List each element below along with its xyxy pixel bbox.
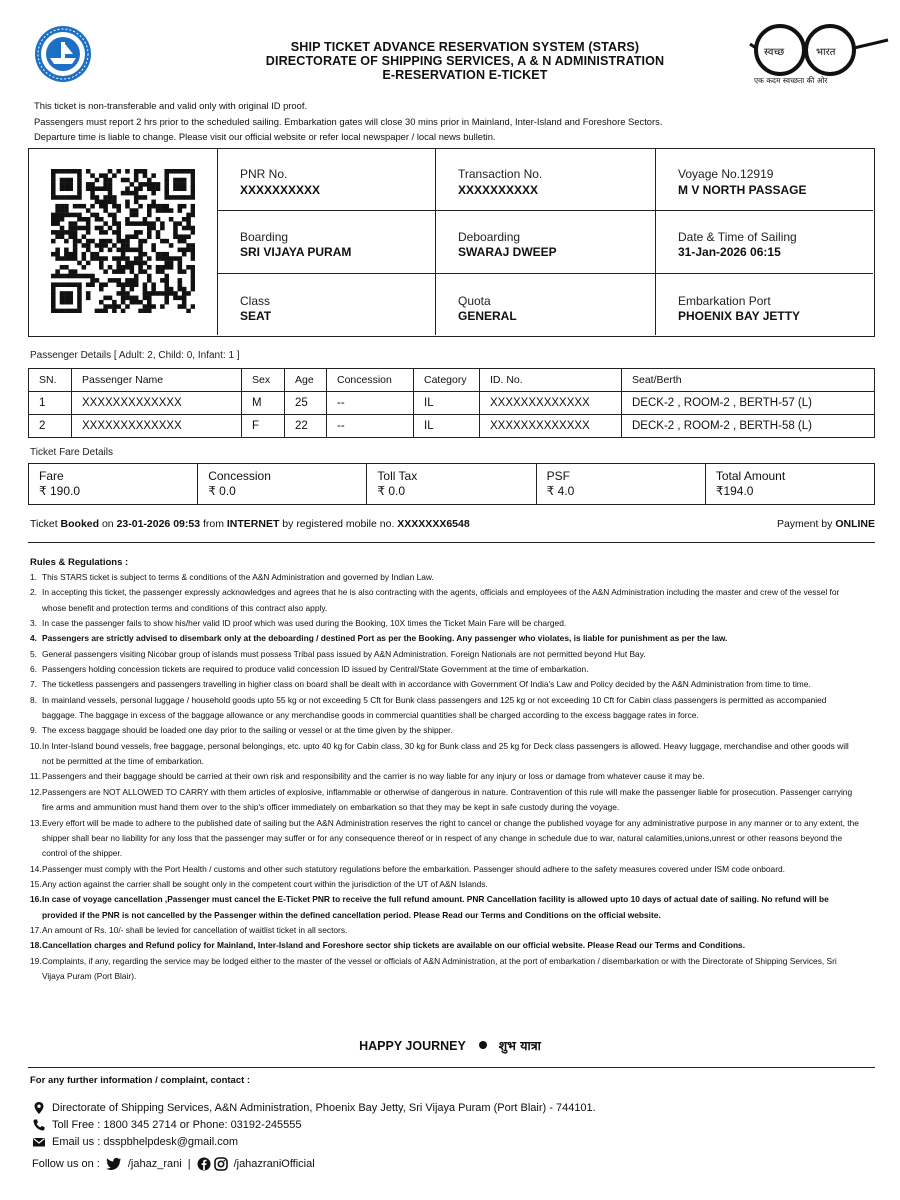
table-cell: XXXXXXXXXXXXX [480,415,622,438]
rule-number: 1. [30,572,37,582]
pnr-cell [218,149,436,211]
rule-text: In mainland vessels, personal luggage / household goods upto 55 kg or not exceeding 5 Cft for Bunk class passengers and 125 kg or not exceeding 10 Cft for Cabin class passengers is permitted as accompanied baggage. The baggage in excess of the baggage allowance or any merchandise goods in commercial quantities shall be charged according to the excess baggage rates in force. [42,694,827,721]
voyage-label: Voyage No.12919 [678,167,774,181]
rule-item [30,954,860,985]
transaction-value: XXXXXXXXXX [458,183,539,197]
rule-text: Passengers holding concession tickets are required to produce valid concession ID issued by Central/State Government at the time of embarkation. [42,664,589,675]
qr-code-cell [29,149,218,335]
rule-text: In case of voyage cancellation ,Passenger must cancel the E-Ticket PNR to receive the full refund amount. PNR Cancellation facility is allowed upto 10 days of actual date of sailing. No refund will be provided if the PNR is not cancelled by the Passenger within the defined cancellation period. Please Read our Terms and Conditions on the official website. [42,894,829,920]
rule-text: This STARS ticket is subject to terms & conditions of the A&N Administration and governed by Indian Law. [42,572,434,582]
email-text: Email us : dsspbhelpdesk@gmail.com [52,1136,239,1148]
boarding-label: Boarding [240,230,289,244]
phone-text: Toll Free : 1800 345 2714 or Phone: 03192-245555 [52,1119,302,1131]
class-cell [218,274,436,335]
col-header: ID. No. [480,369,622,392]
col-header: Concession [327,369,414,392]
table-cell: DECK-2 , ROOM-2 , BERTH-57 (L) [622,392,875,415]
email-line [32,1135,238,1149]
rule-number: 2. [30,587,37,598]
booking-source: INTERNET [226,518,280,530]
rule-number: 13. [30,817,42,828]
rule-text: In accepting this ticket, the passenger expressly acknowledges and agrees that he is also contracting with the agents, officials and employees of the A&N Administration including the master and crew of the vessel for whose benefit and protection terms and conditions of this contract also apply. [42,587,840,613]
table-cell: XXXXXXXXXXXXX [480,392,622,415]
rule-number: 9. [30,725,37,736]
swachh-tagline: एक कदम स्वच्छता की ओर [754,76,828,85]
rule-item [30,739,860,770]
rule-text: Passengers are strictly advised to disembark only at the deboarding / destined Port as per the Booking. Any passenger who violates, is liable for punishment as per the law. [42,633,728,644]
rule-text: The ticketless passengers and passengers travelling in higher class on board shall be dealt with in accordance with Government Of India's Law and Policy decided by the A&N Administration from time to time. [42,679,811,690]
table-cell: -- [327,392,414,415]
col-header: SN. [29,369,72,392]
phone-line [32,1118,302,1132]
rule-text: An amount of Rs. 10/- shall be levied for cancellation of waitlist ticket in all sectors. [42,924,348,935]
rule-text: Every effort will be made to adhere to the published date of sailing but the A&N Administration reserves the right to cancel or change the published voyage for any administrative purpose in any manner or to any extent, the shipper shall bear no liability for any loss that the passenger may suffer or for any consequence thereof or in respect of any change in schedule due to war, natural calamities,unions,unrest or other reasons beyond the control of the shipper. [42,817,859,859]
table-row [29,392,875,415]
rule-number: 3. [30,618,37,629]
table-cell: M [242,392,285,415]
total-amount-cell [706,464,874,504]
class-value: SEAT [240,309,272,323]
happy-journey [0,1037,900,1054]
rule-item [30,938,860,953]
col-header: Age [285,369,327,392]
sailing-cell [656,211,873,274]
table-cell: F [242,415,285,438]
passenger-header-row [29,369,875,392]
col-header: Seat/Berth [622,369,875,392]
pnr-value: XXXXXXXXXX [240,183,321,197]
vessel-value: M V NORTH PASSAGE [678,183,807,197]
rule-number: 19. [30,955,42,966]
psf-label: PSF [546,469,570,483]
rule-item [30,923,860,938]
rule-text: Complaints, if any, regarding the service may be lodged either to the master of the vessel or officials of A&N Administration, at the port of embarkation / disembarkation or with the Directorate of Shipping Services, Sri Vijaya Puram (Port Blair). [42,955,837,981]
address-line [32,1101,596,1115]
bullet-dot [479,1041,487,1049]
rule-number: 11. [30,771,42,782]
separator: | [187,1158,191,1170]
total-amount-value: ₹194.0 [715,484,754,498]
rule-text: Passengers are NOT ALLOWED TO CARRY with them articles of explosive, inflammable or otherwise of dangerous in nature. Contravention of this rule will make the passenger liable for prosecution. Passenger carrying fire arms and ammunition must hand them over to the ship's officer immediately on embarkation so that they may be kept in safe custody during the voyage. [42,786,853,813]
sailing-value: 31-Jan-2026 06:15 [678,245,781,259]
booking-date: 23-01-2026 09:53 [116,518,201,530]
payment-label: Payment by [776,518,836,530]
col-header: Category [414,369,480,392]
rule-text: In Inter-Island bound vessels, free baggage, personal belongings, etc. upto 40 kg for Cabin class, 30 kg for Bunk class and 25 kg for Deck class passengers is allowed. Heavy luggage, merchandise and other goods will not be permitted at the time of embarkation. [42,740,849,767]
voyage-cell [656,149,873,211]
deboarding-value: SWARAJ DWEEP [458,245,557,259]
table-cell: XXXXXXXXXXXXX [72,392,242,415]
facebook-icon[interactable] [197,1157,211,1171]
rule-item [30,769,860,784]
rule-text: Passengers and their baggage should be carried at their own risk and responsibility and the carrier is no way liable for any injury or loss or damage from whatever cause it may be. [42,771,705,782]
passenger-details-title: Passenger Details [ Adult: 2, Child: 0, Infant: 1 ] [30,350,240,361]
toll-tax-cell [367,464,536,504]
deboarding-cell [436,211,656,274]
rule-item [30,862,860,877]
location-pin-icon [32,1101,46,1115]
twitter-icon[interactable] [106,1157,122,1171]
psf-value: ₹ 4.0 [546,484,575,498]
table-cell: 25 [285,392,327,415]
rule-number: 6. [30,664,37,675]
divider [28,542,875,543]
boarding-cell [218,211,436,274]
rule-item [30,785,860,816]
table-cell: 22 [285,415,327,438]
embarkation-value: PHOENIX BAY JETTY [678,309,801,323]
phone-icon [32,1118,46,1132]
follow-label: Follow us on : [32,1158,100,1170]
table-row [29,415,875,438]
deboarding-label: Deboarding [458,230,521,244]
booking-text: from [200,518,227,530]
rule-item [30,570,860,585]
concession-label: Concession [208,469,271,483]
notice-line: Passengers must report 2 hrs prior to the scheduled sailing. Embarkation gates will close 30 mins prior in Mainland, Inter-Island and Foreshore Sectors. [34,115,663,127]
table-cell: DECK-2 , ROOM-2 , BERTH-58 (L) [622,415,875,438]
qr-code [51,169,195,313]
quota-cell [436,274,656,335]
divider [28,1067,875,1068]
social-line [32,1157,315,1171]
booking-info [30,518,875,530]
rule-item [30,723,860,738]
toll-tax-label: Toll Tax [377,469,418,483]
rule-text: Any action against the carrier shall be sought only in the competent court within the jurisdiction of the UT of A&N Islands. [42,878,488,889]
ticket-header [190,40,740,82]
sailing-label: Date & Time of Sailing [678,230,797,244]
dss-emblem-logo [30,24,96,84]
rule-number: 17. [30,924,42,935]
rule-item [30,585,860,616]
concession-value: ₹ 0.0 [208,484,236,498]
embarkation-label: Embarkation Port [678,294,771,308]
fare-label: Fare [39,469,64,483]
rule-number: 16. [30,894,42,905]
contact-title: For any further information / complaint, contact : [30,1075,251,1086]
rule-item [30,647,860,662]
rule-number: 18. [30,940,42,951]
rule-number: 4. [30,633,37,644]
psf-cell [537,464,706,504]
header-line-1: SHIP TICKET ADVANCE RESERVATION SYSTEM (STARS) [290,40,640,54]
embarkation-cell [656,274,873,335]
header-line-3: E-RESERVATION E-TICKET [382,68,548,82]
quota-label: Quota [458,294,491,308]
boarding-value: SRI VIJAYA PURAM [240,245,352,259]
transaction-cell [436,149,656,211]
table-cell: 2 [29,415,72,438]
table-cell: -- [327,415,414,438]
instagram-icon[interactable] [214,1157,228,1171]
rule-text: Cancellation charges and Refund policy for Mainland, Inter-Island and Foreshore sector ship tickets are available on our official website. Please Read our Terms and Conditions. [42,940,746,951]
payment-mode: ONLINE [835,518,875,530]
booking-text: Ticket [30,518,61,530]
booking-text: by registered mobile no. [279,518,398,530]
rule-item [30,816,860,862]
happy-journey-hindi: शुभ यात्रा [498,1038,541,1053]
social-handle[interactable]: /jahazraniOfficial [233,1158,315,1170]
passenger-table [28,368,875,438]
table-cell: XXXXXXXXXXXXX [72,415,242,438]
booking-status: Booked [60,518,100,530]
header-line-2: DIRECTORATE OF SHIPPING SERVICES, A & N ADMINISTRATION [265,54,665,68]
twitter-handle[interactable]: /jahaz_rani [127,1158,182,1170]
rule-item [30,616,860,631]
table-cell: 1 [29,392,72,415]
happy-journey-text: HAPPY JOURNEY [359,1039,466,1053]
rule-item [30,892,860,923]
rule-number: 7. [30,679,37,690]
fare-cell [29,464,198,504]
ticket-info-box [28,148,875,337]
rule-item [30,677,860,692]
fare-value: ₹ 190.0 [39,484,80,498]
rule-number: 15. [30,878,42,889]
transaction-label: Transaction No. [458,167,543,181]
fare-table [28,463,875,505]
swachh-bharat-logo [748,22,896,92]
toll-tax-value: ₹ 0.0 [377,484,406,498]
swachh-right-text: भारत [816,47,836,58]
notice-line: This ticket is non-transferable and valid only with original ID proof. [34,100,308,111]
swachh-left-text: स्वच्छ [764,47,785,58]
booking-text: on [99,518,117,530]
payment-info [777,518,875,530]
rule-text: In case the passenger fails to show his/her valid ID proof which was used during the Booking, 10X times the Ticket Main Fare will be charged. [42,618,567,629]
pnr-label: PNR No. [240,167,288,181]
class-label: Class [240,294,271,308]
rule-number: 12. [30,786,42,797]
total-amount-label: Total Amount [715,469,786,483]
notice-line: Departure time is liable to change. Please visit our official website or refer local newspaper / local news bulletin. [34,131,496,142]
quota-value: GENERAL [458,309,517,323]
table-cell: IL [414,392,480,415]
rule-number: 14. [30,863,42,874]
address-text: Directorate of Shipping Services, A&N Administration, Phoenix Bay Jetty, Sri Vijaya Puram (Port Blair) - 744101. [52,1102,596,1114]
table-cell: IL [414,415,480,438]
rules-list [30,570,860,984]
concession-cell [198,464,367,504]
rule-text: General passengers visiting Nicobar group of islands must possess Tribal pass issued by A&N Administration. Foreign Nationals are not permitted beyond Hut Bay. [42,648,646,659]
col-header: Passenger Name [72,369,242,392]
fare-details-title: Ticket Fare Details [30,447,113,458]
rule-text: Passenger must comply with the Port Health / customs and other such statutory regulations before the embarkation. Passenger should adhere to the safety measures covered under ISM code onboard. [42,863,785,874]
email-icon [32,1135,46,1149]
rule-item [30,877,860,892]
rule-number: 5. [30,648,37,659]
rules-title: Rules & Regulations : [30,557,129,568]
rule-item [30,631,860,646]
rule-item [30,662,860,677]
rule-number: 8. [30,694,37,705]
rule-text: The excess baggage should be loaded one day prior to the sailing or vessel or at the time given by the shipper. [42,725,453,736]
rule-item [30,693,860,724]
col-header: Sex [242,369,285,392]
booking-mobile: XXXXXXX6548 [397,518,470,530]
rule-number: 10. [30,740,42,751]
ticket-notices [34,98,874,145]
